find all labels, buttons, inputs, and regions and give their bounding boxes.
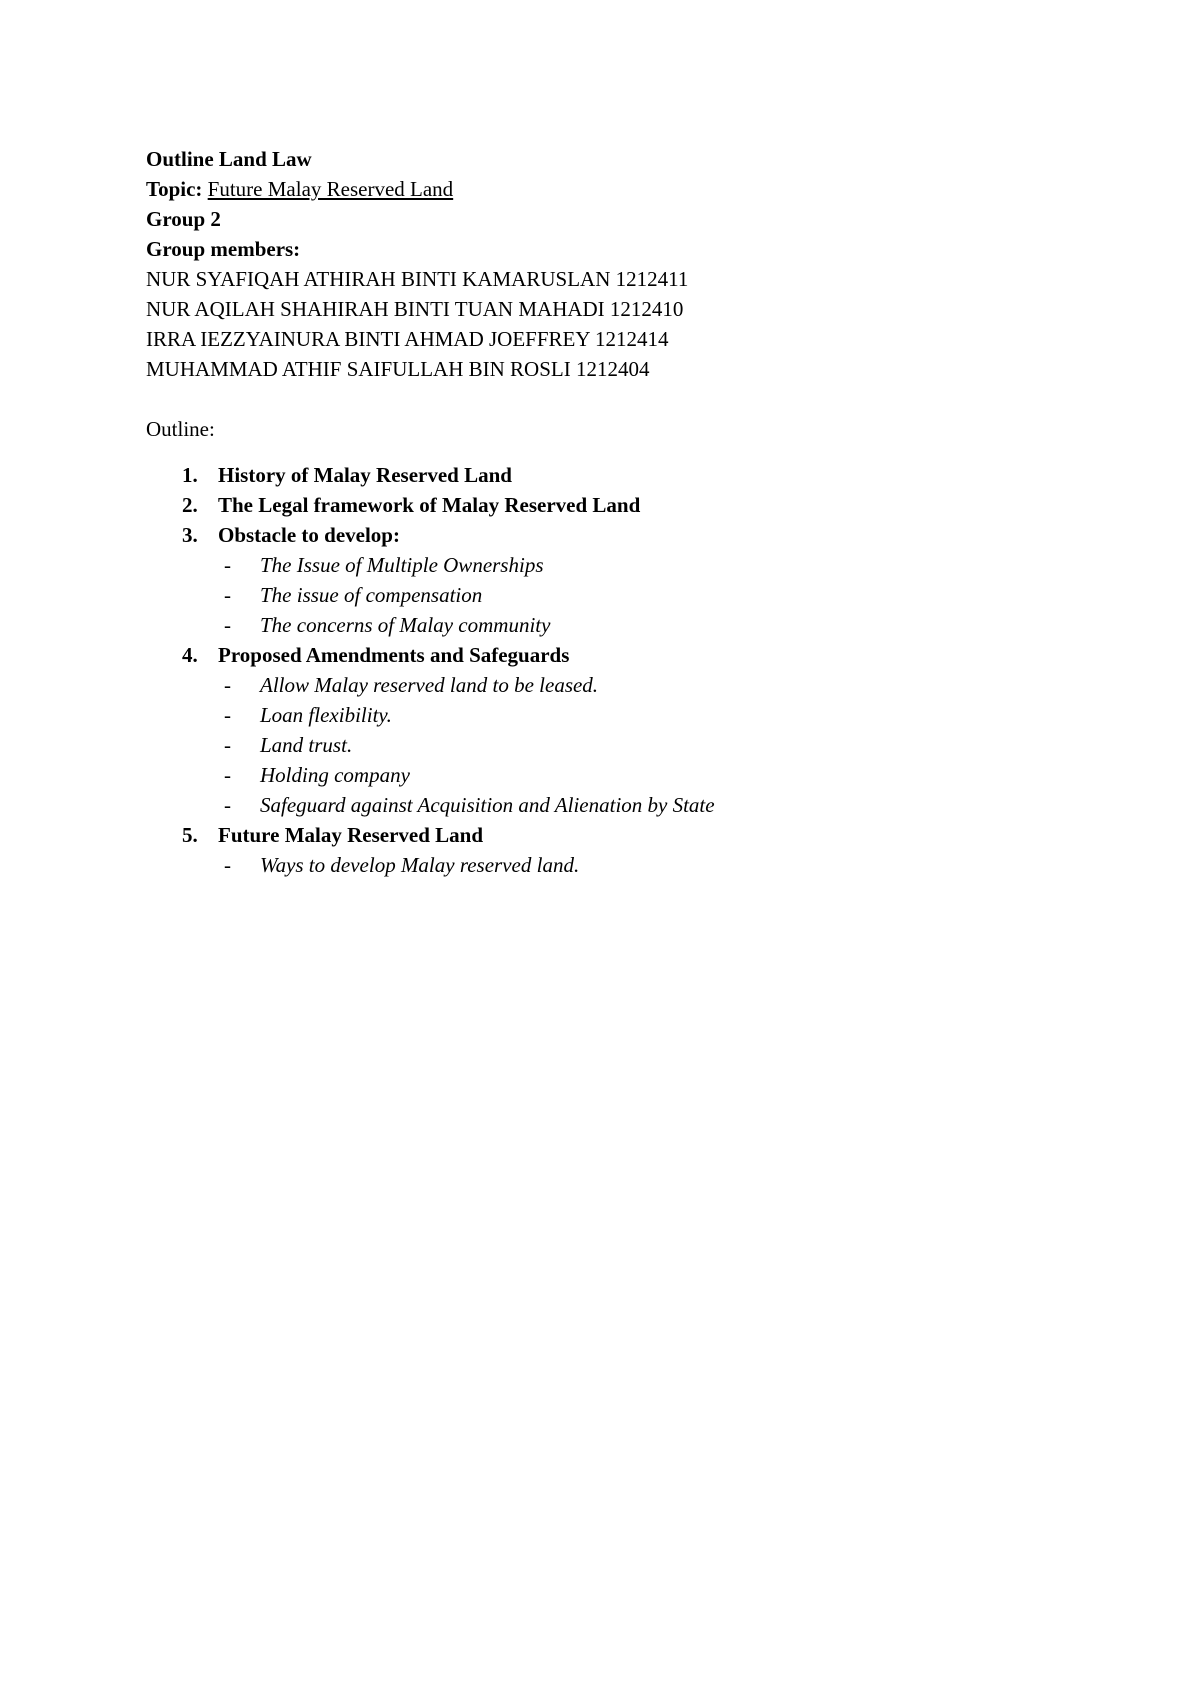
dash-bullet: - (224, 553, 231, 577)
outline-subitem (218, 850, 1106, 880)
outline-item-title: Future Malay Reserved Land (218, 823, 484, 847)
outline-item-title: History of Malay Reserved Land (218, 463, 512, 487)
member-entry: NUR SYAFIQAH ATHIRAH BINTI KAMARUSLAN 1212411 (146, 267, 689, 291)
outline-subitem (218, 700, 1106, 730)
outline-item-title: The Legal framework of Malay Reserved Land (218, 493, 641, 517)
document-title: Outline Land Law (146, 147, 312, 171)
dash-bullet: - (224, 703, 231, 727)
outline-subitem-text: The Issue of Multiple Ownerships (260, 553, 544, 577)
document-page (146, 144, 1106, 880)
outline-item (146, 520, 1106, 640)
outline-item-title: Obstacle to develop: (218, 523, 400, 547)
outline-subitem-text: Land trust. (260, 733, 353, 757)
outline-subitem-text: Ways to develop Malay reserved land. (260, 853, 580, 877)
member-entry: MUHAMMAD ATHIF SAIFULLAH BIN ROSLI 1212404 (146, 357, 650, 381)
topic-label: Topic: (146, 177, 203, 201)
outline-subitem (218, 670, 1106, 700)
outline-subitem (218, 730, 1106, 760)
outline-subitem (218, 610, 1106, 640)
outline-subitem (218, 790, 1106, 820)
outline-item-number: 5. (182, 823, 198, 847)
topic-line (146, 174, 1106, 204)
blank-line (146, 384, 1106, 414)
outline-subitem (218, 580, 1106, 610)
outline-item (146, 820, 1106, 880)
dash-bullet: - (224, 733, 231, 757)
dash-bullet: - (224, 613, 231, 637)
outline-item-number: 3. (182, 523, 198, 547)
outline-subitem-text: Allow Malay reserved land to be leased. (260, 673, 599, 697)
outline-sublist (218, 850, 1106, 880)
outline-subitem-text: Safeguard against Acquisition and Alienation by State (260, 793, 715, 817)
outline-item-title: Proposed Amendments and Safeguards (218, 643, 570, 667)
outline-item-number: 1. (182, 463, 198, 487)
outline-item (146, 640, 1106, 820)
member-entry: IRRA IEZZYAINURA BINTI AHMAD JOEFFREY 1212414 (146, 327, 669, 351)
outline-item-number: 4. (182, 643, 198, 667)
dash-bullet: - (224, 763, 231, 787)
members-label: Group members: (146, 237, 301, 261)
member-entry: NUR AQILAH SHAHIRAH BINTI TUAN MAHADI 1212410 (146, 297, 684, 321)
outline-subitem-text: The concerns of Malay community (260, 613, 551, 637)
dash-bullet: - (224, 673, 231, 697)
dash-bullet: - (224, 583, 231, 607)
outline-item-number: 2. (182, 493, 198, 517)
dash-bullet: - (224, 793, 231, 817)
outline-list (146, 460, 1106, 880)
outline-subitem (218, 760, 1106, 790)
outline-subitem-text: Loan flexibility. (260, 703, 392, 727)
outline-item (146, 460, 1106, 490)
group-number: Group 2 (146, 207, 221, 231)
outline-subitem-text: The issue of compensation (260, 583, 483, 607)
outline-sublist (218, 670, 1106, 820)
topic-value: Future Malay Reserved Land (207, 177, 454, 201)
outline-sublist (218, 550, 1106, 640)
dash-bullet: - (224, 853, 231, 877)
members-list (146, 264, 1106, 384)
outline-label: Outline: (146, 417, 215, 441)
outline-item (146, 490, 1106, 520)
outline-subitem (218, 550, 1106, 580)
outline-subitem-text: Holding company (260, 763, 410, 787)
